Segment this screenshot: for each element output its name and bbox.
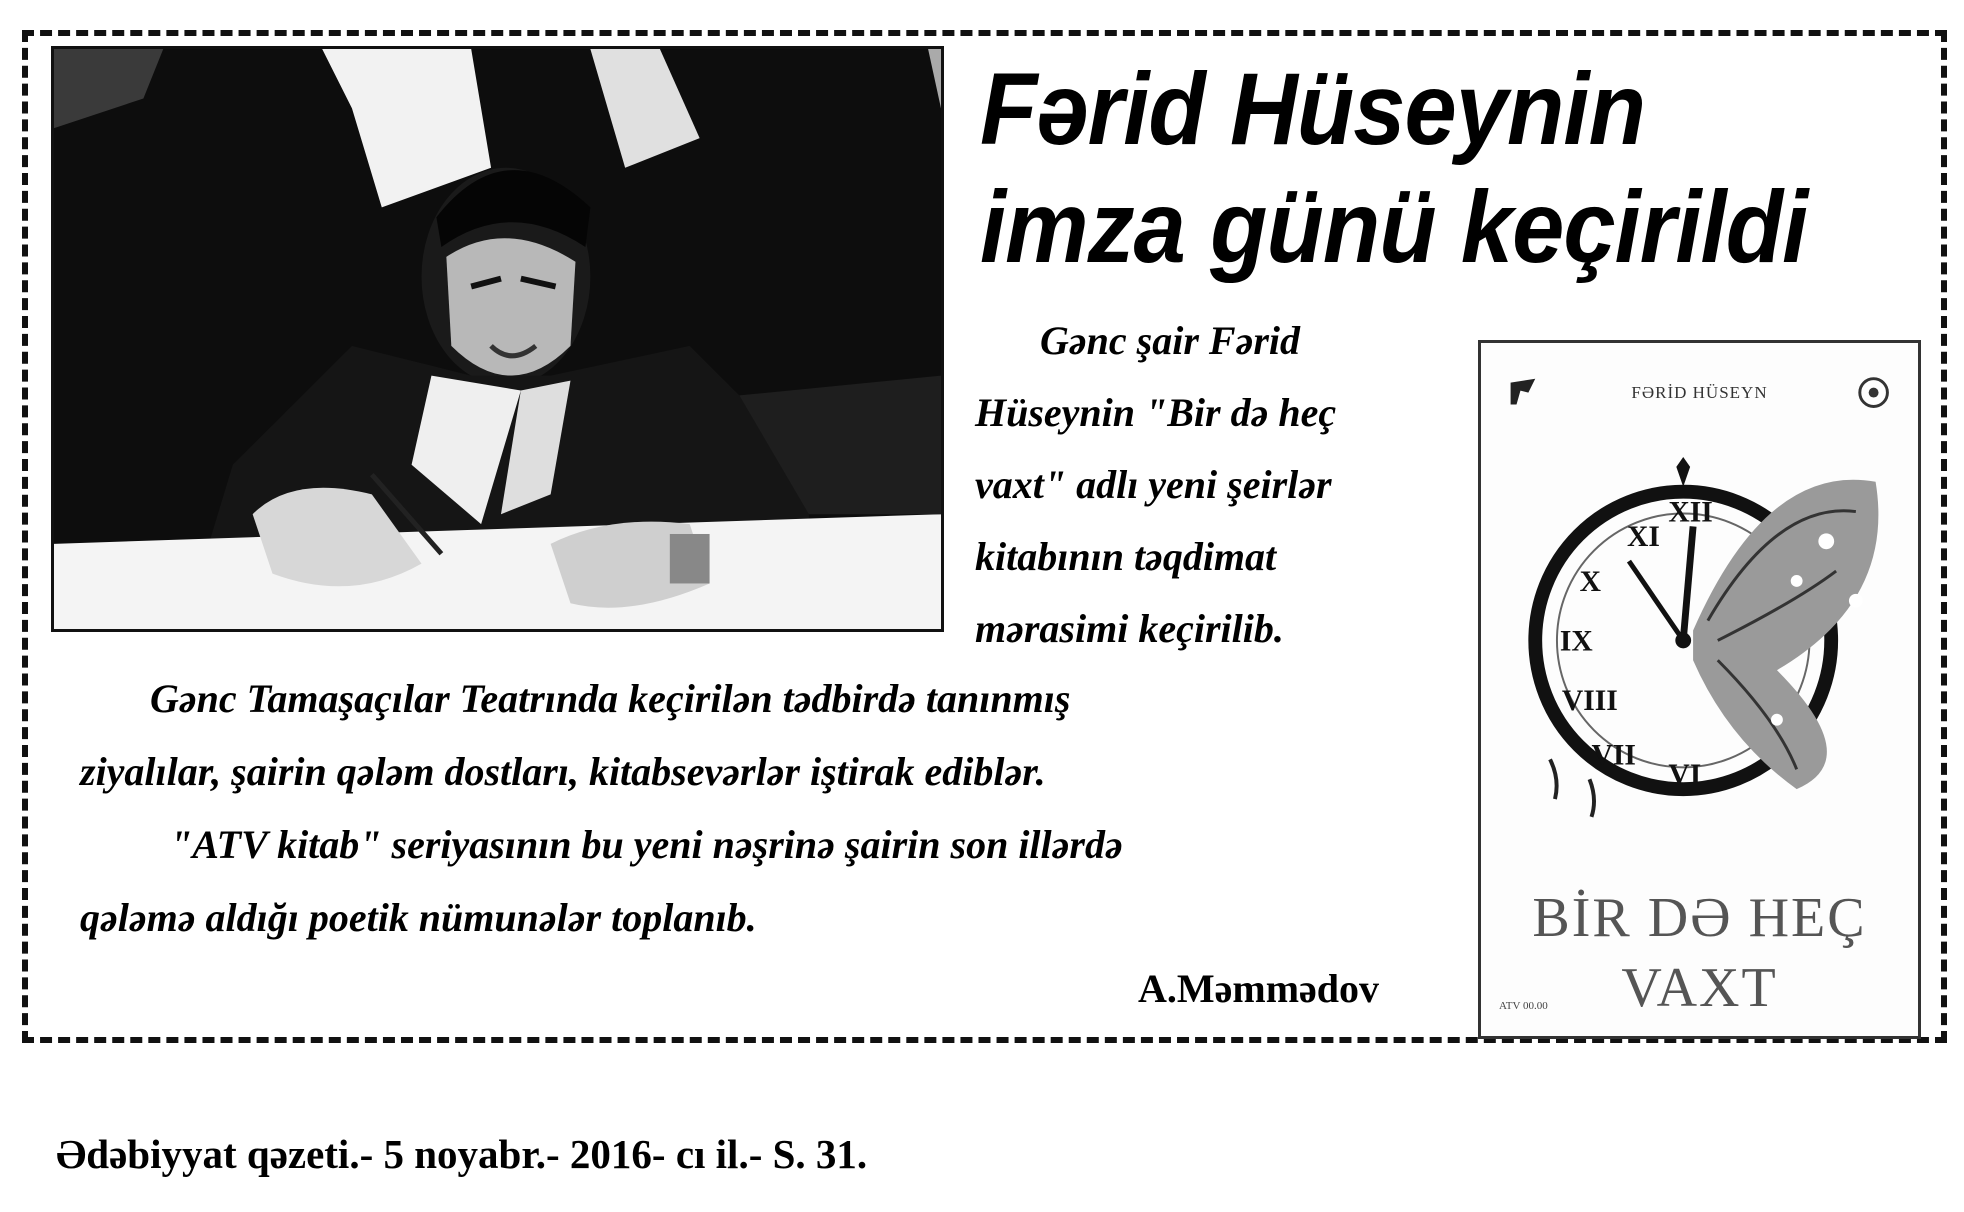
clock-numeral: IX (1559, 625, 1593, 658)
body-line: Gənc Tamaşaçılar Teatrında keçirilən tədbirdə tanınmış (150, 676, 1071, 721)
clock-numeral: X (1579, 565, 1602, 598)
book-title-line-2: VAXT (1621, 957, 1778, 1019)
book-cover (1478, 340, 1921, 1039)
headline-line-1: Fərid Hüseynin (980, 52, 1645, 166)
book-title-line-1: BİR DƏ HEÇ (1532, 887, 1867, 949)
signing-photo-illustration (54, 49, 941, 629)
body-paragraphs (80, 662, 1460, 954)
clock-numeral: XII (1668, 496, 1713, 529)
lead-line: Hüseynin "Bir də heç (975, 390, 1337, 435)
headline-line-2: imza günü keçirildi (980, 170, 1808, 284)
body-line: "ATV kitab" seriyasının bu yeni nəşrinə şairin son illərdə (170, 822, 1123, 867)
body-line: qələmə aldığı poetik nümunələr toplanıb. (80, 895, 757, 940)
lead-paragraph (975, 305, 1455, 665)
body-line: ziyalılar, şairin qələm dostları, kitabsevərlər iştirak ediblər. (80, 749, 1046, 794)
source-citation: Ədəbiyyat qəzeti.- 5 noyabr.- 2016- cı il.- S. 31. (56, 1131, 868, 1177)
clock-numeral: VI (1668, 759, 1702, 792)
clock-numeral: VII (1591, 739, 1636, 772)
lead-line: kitabının təqdimat (975, 534, 1277, 579)
book-author: FƏRİD HÜSEYN (1631, 383, 1768, 402)
article-author: A.Məmmədov (1138, 966, 1380, 1011)
book-code: ATV 00.00 (1499, 1000, 1548, 1012)
headline (980, 50, 1826, 286)
clock-numeral: XI (1626, 521, 1660, 554)
clock-numeral: VIII (1561, 684, 1618, 717)
lead-line: mərasimi keçirilib. (975, 606, 1284, 651)
photo-man-signing (51, 46, 944, 632)
lead-line: Gənc şair Fərid (1040, 318, 1300, 363)
lead-line: vaxt" adlı yeni şeirlər (975, 462, 1332, 507)
